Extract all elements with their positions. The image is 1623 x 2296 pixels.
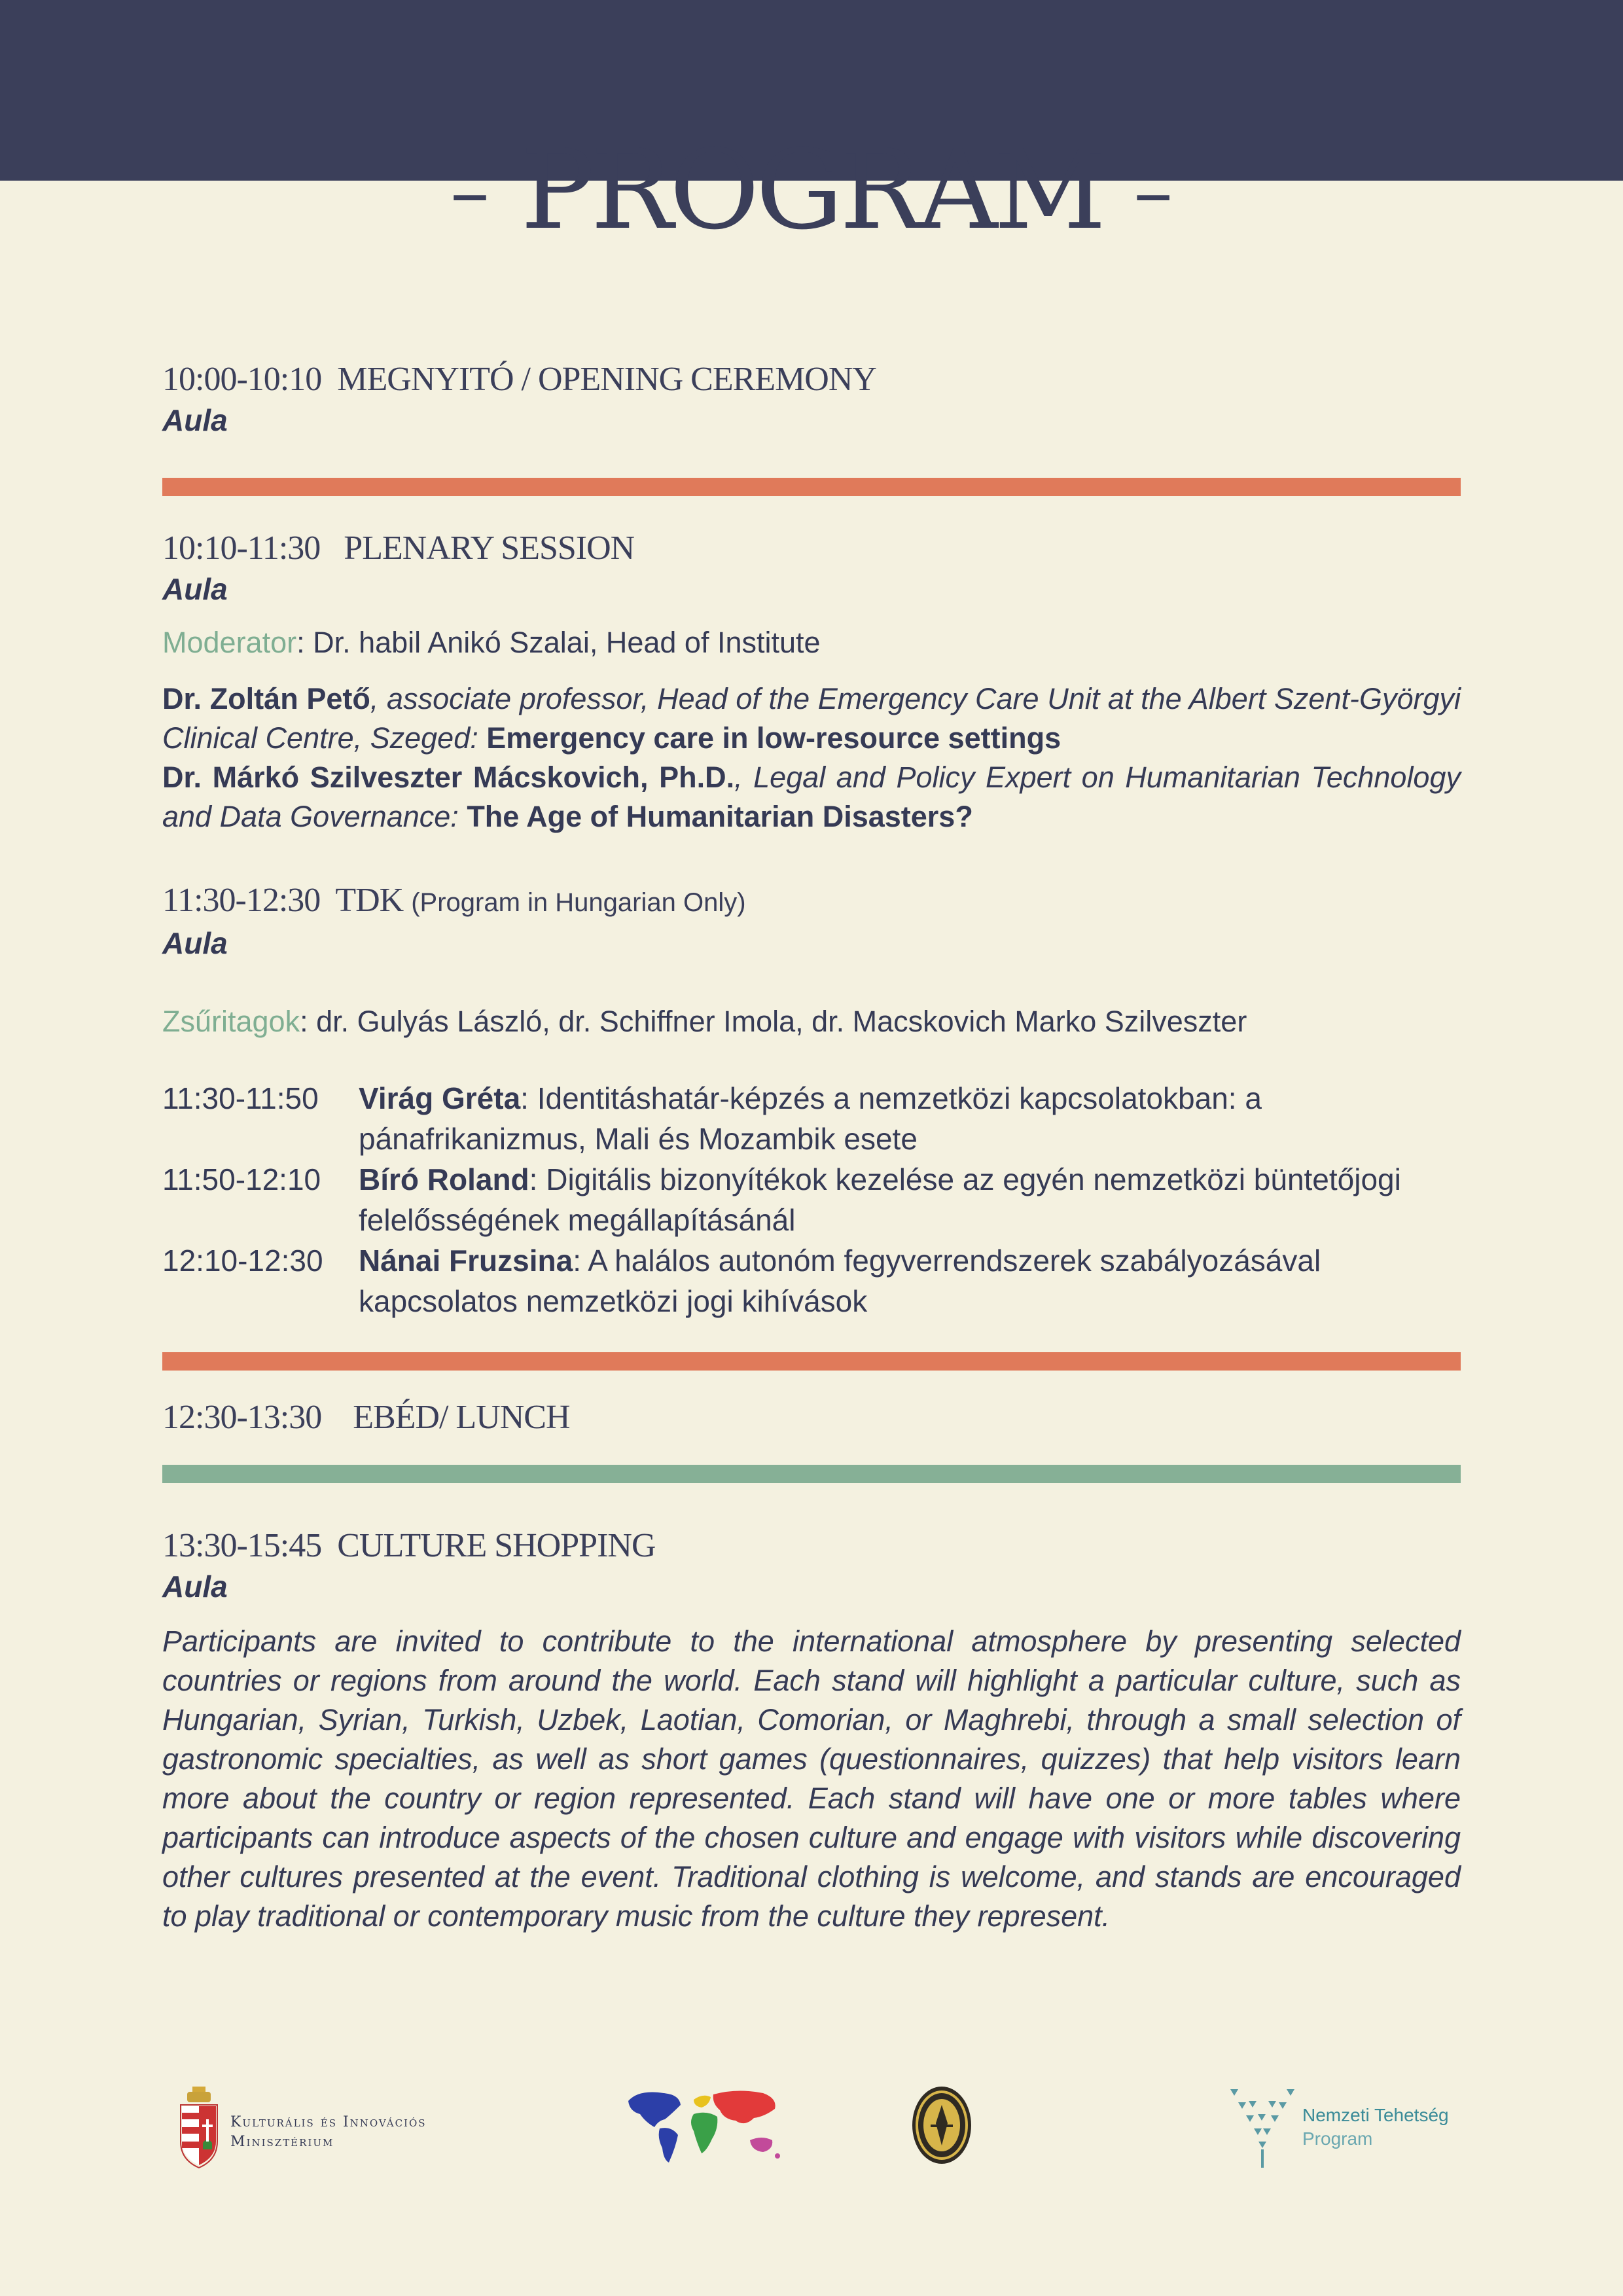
lunch-section (162, 1397, 1461, 1439)
lunch-time: 12:30-13:30 (162, 1399, 322, 1436)
tdk-title: TDK (335, 882, 404, 919)
speaker-2-name: Dr. Márkó Szilveszter Mácskovich, Ph.D. (162, 761, 735, 794)
jury-line (162, 1002, 1461, 1041)
culture-heading (162, 1525, 1461, 1567)
divider-orange-1 (162, 478, 1461, 496)
tdk-talk-2-text: : Digitális bizonyítékok kezelése az egyén nemzetközi büntetőjogi felelősségének megállapításánál (359, 1162, 1401, 1237)
tdk-talk-3-desc (359, 1240, 1461, 1321)
lunch-heading (162, 1397, 1461, 1439)
plenary-heading (162, 528, 1461, 569)
speaker-2-role: , Legal and Policy Expert on Humanitarian Technology and Data Governance: (162, 761, 1461, 833)
jury-text: : dr. Gulyás László, dr. Schiffner Imola, dr. Macskovich Marko Szilveszter (300, 1005, 1247, 1038)
plenary-room: Aula (162, 572, 228, 606)
tdk-heading (162, 880, 1461, 924)
speaker-2-talk: The Age of Humanitarian Disasters? (467, 800, 973, 833)
hungarian-coat-of-arms-icon (178, 2087, 220, 2169)
culture-description: Participants are invited to contribute to the international atmosphere by presenting selected countries or regions from around the world. Each stand will highlight a particular culture, such as Hungarian, Syrian, Turkish, Uzbek, Laotian, Comorian, or Maghrebi, through a small selection of gastronomic specialties, as well as short games (questionnaires, quizzes) that help visitors learn more about the country or region represented. Each stand will have one or more tables where participants can introduce aspects of the chosen culture and engage with visitors while discovering other cultures presented at the event. Traditional clothing is welcome, and stands are encouraged to play traditional or contemporary music from the culture they represent. (162, 1624, 1461, 1933)
culture-title: CULTURE SHOPPING (337, 1527, 656, 1564)
tdk-talk-1-name: Virág Gréta (359, 1081, 521, 1115)
title-text: PROGRAM (520, 126, 1103, 254)
university-seal-icon (911, 2085, 972, 2165)
ministry-name (230, 2113, 427, 2152)
tdk-talk-3-time: 12:10-12:30 (162, 1244, 323, 1278)
world-map-icon (626, 2085, 785, 2166)
tdk-talk-1-time: 11:30-11:50 (162, 1081, 319, 1115)
opening-time: 10:00-10:10 (162, 361, 322, 398)
ministry-logo (178, 2087, 466, 2172)
moderator-label: Moderator (162, 626, 297, 659)
opening-room: Aula (162, 403, 228, 437)
opening-section (162, 359, 1461, 440)
divider-orange-2 (162, 1352, 1461, 1371)
talent-program-logo (1226, 2085, 1462, 2170)
tdk-talk-2-name: Bíró Roland (359, 1162, 529, 1196)
plenary-time: 10:10-11:30 (162, 529, 321, 567)
moderator-text: : Dr. habil Anikó Szalai, Head of Institute (296, 626, 821, 659)
divider-green (162, 1465, 1461, 1483)
opening-heading (162, 359, 1461, 401)
lunch-title: EBÉD/ LUNCH (353, 1399, 570, 1436)
speaker-1-name: Dr. Zoltán Pető (162, 682, 370, 715)
plenary-section (162, 528, 1461, 836)
tdk-room: Aula (162, 926, 228, 960)
moderator-line (162, 623, 1461, 662)
talent-line-2: Program (1302, 2128, 1373, 2149)
tdk-talk-3-name: Nánai Fruzsina (359, 1244, 573, 1278)
speaker-1-role: , associate professor, Head of the Emergency Care Unit at the Albert Szent-Györgyi Clinical Centre, Szeged: (162, 682, 1461, 755)
speaker-2 (162, 758, 1461, 836)
ministry-line-2: Minisztérium (230, 2134, 334, 2150)
talent-program-icon (1226, 2085, 1298, 2170)
culture-room: Aula (162, 1570, 228, 1604)
title-dash-right: – (1133, 147, 1173, 238)
tdk-talk-1-text: : Identitáshatár-képzés a nemzetközi kapcsolatokban: a pánafrikanizmus, Mali és Mozambik esete (359, 1081, 1262, 1156)
page-title (442, 124, 1181, 258)
tdk-talk-3-text: : A halálos autonóm fegyverrendszerek szabályozásával kapcsolatos nemzetközi jogi kihívások (359, 1244, 1321, 1318)
talent-program-name (1302, 2104, 1449, 2151)
speaker-1 (162, 679, 1461, 758)
tdk-talk-2-time: 11:50-12:10 (162, 1162, 321, 1196)
title-dash-left: – (450, 147, 490, 238)
tdk-talk-2-desc (359, 1159, 1461, 1240)
title-block (0, 124, 1623, 255)
opening-title: MEGNYITÓ / OPENING CEREMONY (337, 361, 876, 398)
tdk-section (162, 880, 1461, 1041)
tdk-talk-1-desc (359, 1078, 1461, 1159)
tdk-time: 11:30-12:30 (162, 882, 321, 919)
world-map-logo (626, 2085, 785, 2166)
talent-line-1: Nemzeti Tehetség (1302, 2105, 1449, 2125)
jury-label: Zsűritagok (162, 1005, 300, 1038)
speaker-1-talk: Emergency care in low-resource settings (486, 721, 1061, 755)
culture-section (162, 1525, 1461, 1936)
tdk-note: (Program in Hungarian Only) (411, 888, 746, 917)
culture-time: 13:30-15:45 (162, 1527, 322, 1564)
plenary-title: PLENARY SESSION (344, 529, 635, 567)
university-seal-logo (911, 2085, 972, 2165)
ministry-line-1: Kulturális és Innovációs (230, 2114, 427, 2130)
